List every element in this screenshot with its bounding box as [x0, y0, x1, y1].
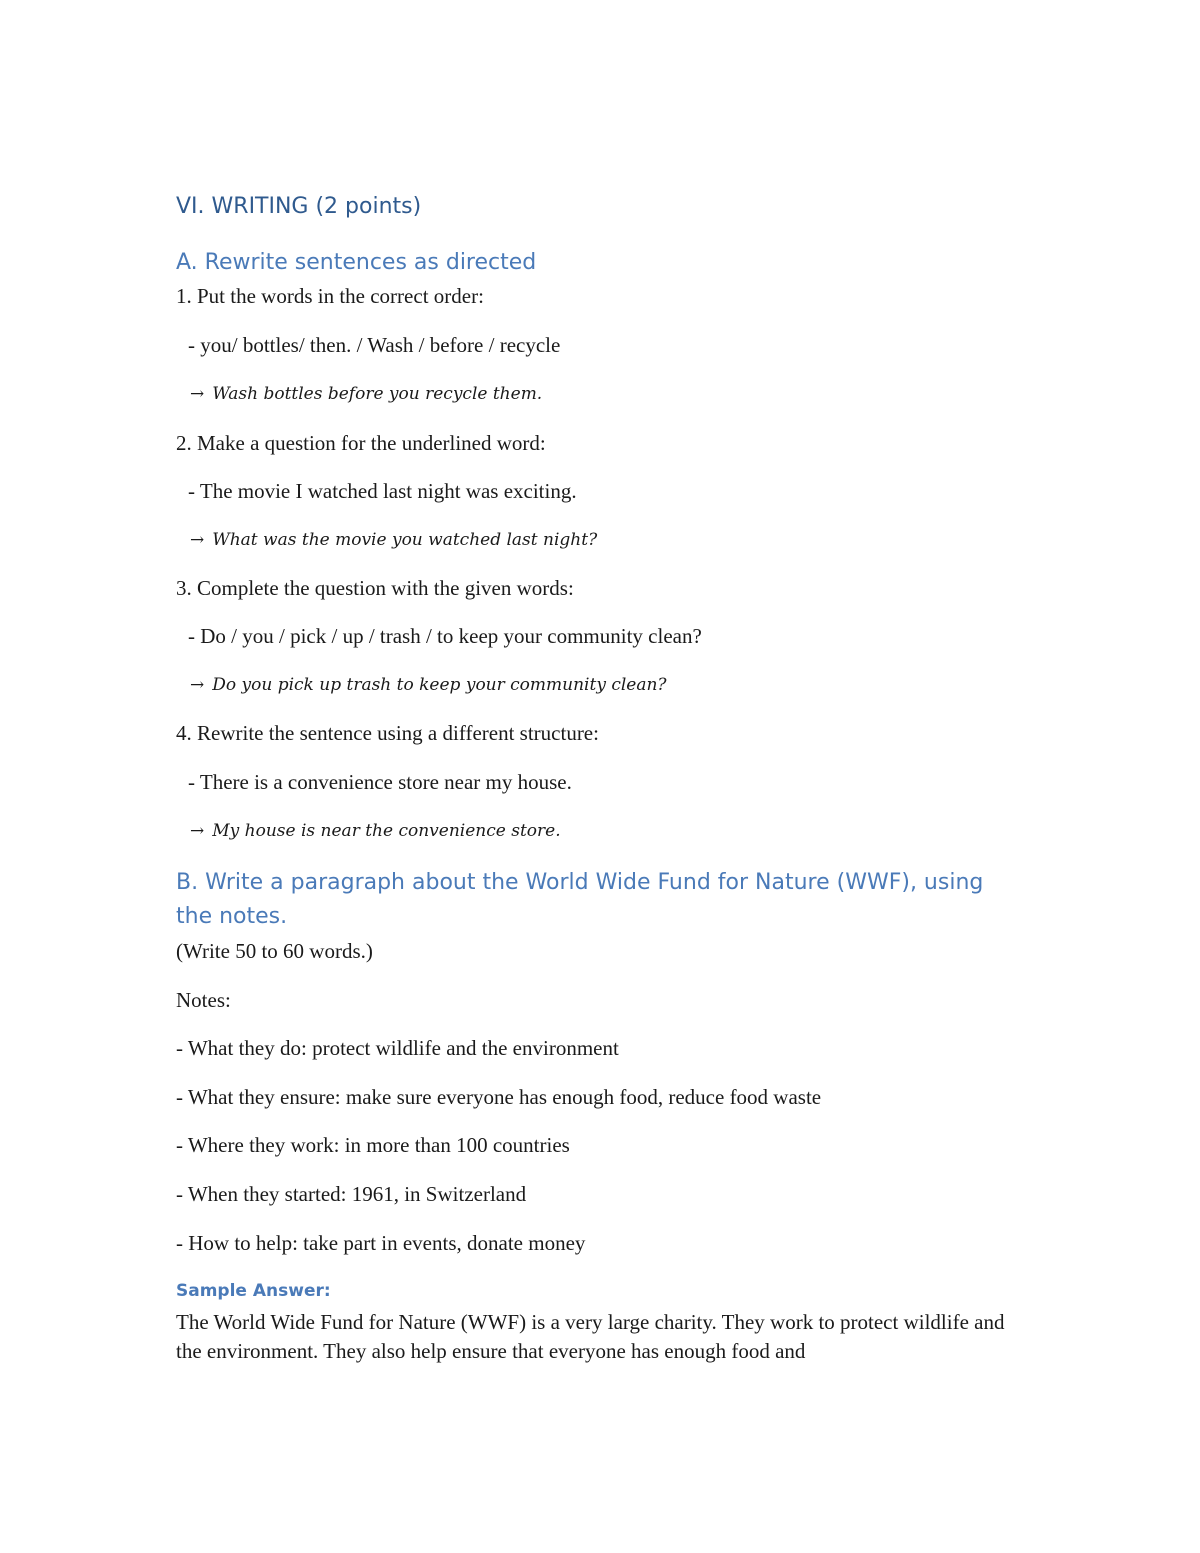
q1-prompt: - you/ bottles/ then. / Wash / before / recycle [188, 333, 561, 357]
sample-answer-label: Sample Answer: [176, 1281, 331, 1301]
q2-answer: What was the movie you watched last night? [212, 530, 598, 550]
q3-instruction: 3. Complete the question with the given words: [176, 576, 574, 600]
part-a-heading: A. Rewrite sentences as directed [176, 250, 537, 275]
note-item: - What they ensure: make sure everyone has enough food, reduce food waste [176, 1085, 822, 1109]
q4-answer: My house is near the convenience store. [212, 821, 561, 841]
q3-answer-line [190, 671, 667, 699]
q4-instruction: 4. Rewrite the sentence using a different structure: [176, 721, 599, 745]
q1-instruction: 1. Put the words in the correct order: [176, 284, 484, 308]
arrow-icon: → [190, 821, 205, 841]
note-item: - How to help: take part in events, donate money [176, 1231, 586, 1255]
q3-prompt: - Do / you / pick / up / trash / to keep your community clean? [188, 624, 702, 648]
arrow-icon: → [190, 675, 205, 695]
section-title: VI. WRITING (2 points) [176, 194, 422, 219]
arrow-icon: → [190, 530, 205, 550]
q2-answer-line [190, 526, 597, 554]
q2-instruction: 2. Make a question for the underlined word: [176, 431, 546, 455]
note-item: - Where they work: in more than 100 countries [176, 1133, 570, 1157]
q3-answer: Do you pick up trash to keep your community clean? [212, 675, 667, 695]
q4-answer-line [190, 817, 561, 845]
q2-prompt: - The movie I watched last night was exciting. [188, 479, 577, 503]
sample-answer-text: The World Wide Fund for Nature (WWF) is a very large charity. They work to protect wildlife and the environment. They also help ensure that everyone has enough food and [176, 1310, 1005, 1363]
q4-prompt: - There is a convenience store near my house. [188, 770, 572, 794]
part-b-heading: B. Write a paragraph about the World Wide Fund for Nature (WWF), using the notes. [176, 870, 984, 929]
notes-label: Notes: [176, 988, 231, 1012]
q1-answer-line [190, 380, 542, 408]
note-item: - When they started: 1961, in Switzerland [176, 1182, 527, 1206]
arrow-icon: → [190, 384, 205, 404]
word-limit: (Write 50 to 60 words.) [176, 939, 373, 963]
q1-answer: Wash bottles before you recycle them. [212, 384, 543, 404]
note-item: - What they do: protect wildlife and the environment [176, 1036, 619, 1060]
